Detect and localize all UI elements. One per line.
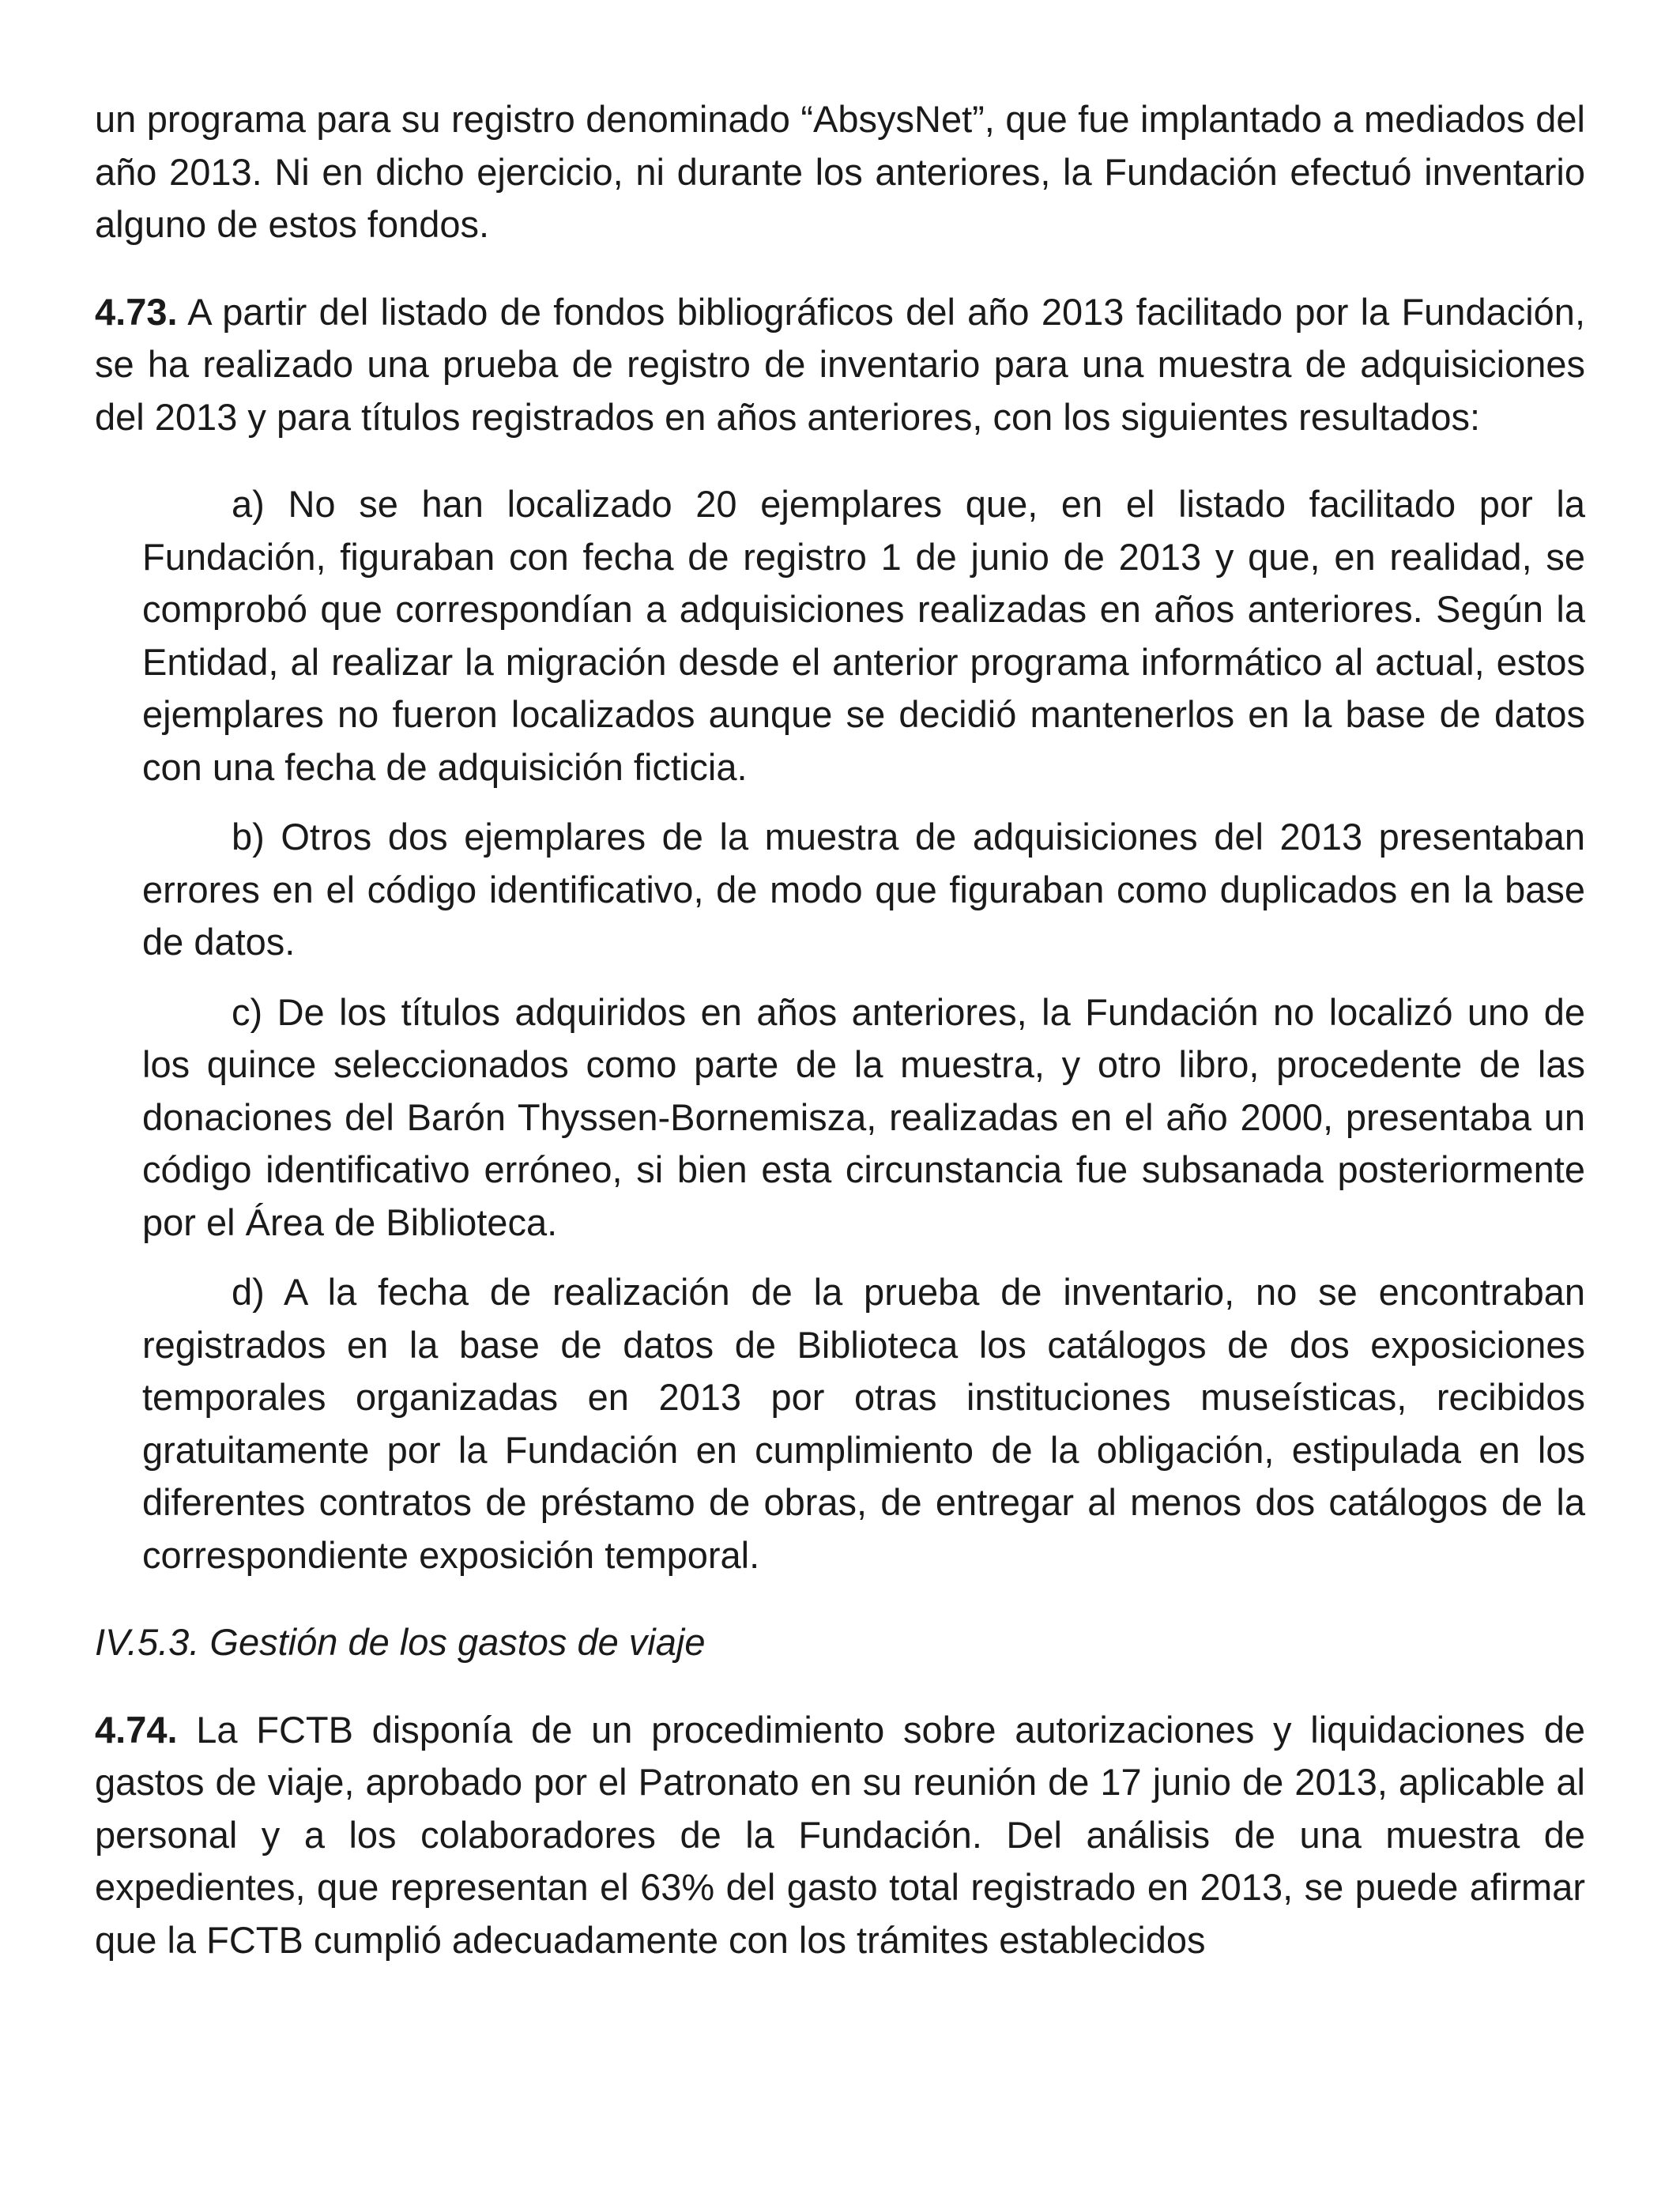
document-page xyxy=(95,93,1585,2001)
list-item-text: De los títulos adquiridos en años anteriores, la Fundación no localizó uno de los quince seleccionados como parte de la muestra, y otro libro, procedente de las donaciones del Barón Thyssen-Bornemisza, realizadas en el año 2000, presentaba un código identificativo erróneo, si bien esta circunstancia fue subsanada posteriormente por el Área de Biblioteca. xyxy=(142,990,1585,1243)
list-item-text: Otros dos ejemplares de la muestra de adquisiciones del 2013 presentaban errores en el código identificativo, de modo que figuraban como duplicados en la base de datos. xyxy=(142,816,1585,963)
list-marker: b) xyxy=(232,816,265,858)
results-list xyxy=(142,478,1585,1581)
paragraph-number: 4.73. xyxy=(95,290,178,333)
paragraph-4-73 xyxy=(95,286,1585,444)
paragraph-number: 4.74. xyxy=(95,1708,178,1751)
list-item-c xyxy=(142,986,1585,1250)
list-item-text: A la fecha de realización de la prueba de inventario, no se encontraban registrados en la base de datos de Biblioteca los catálogos de dos exposiciones temporales organizadas en 2013 por otras instituciones museísticas, recibidos gratuitamente por la Fundación en cumplimiento de la obligación, estipulada en los diferentes contratos de préstamo de obras, de entregar al menos dos catálogos de la correspondiente exposición temporal. xyxy=(142,1271,1585,1576)
paragraph-4-74 xyxy=(95,1704,1585,1967)
list-marker: c) xyxy=(232,990,263,1033)
list-item-b xyxy=(142,811,1585,969)
list-marker: a) xyxy=(232,483,265,525)
list-item-text: No se han localizado 20 ejemplares que, en el listado facilitado por la Fundación, figuraban con fecha de registro 1 de junio de 2013 y que, en realidad, se comprobó que correspondían a adquisiciones realizadas en años anteriores. Según la Entidad, al realizar la migración desde el anterior programa informático al actual, estos ejemplares no fueron localizados aunque se decidió mantenerlos en la base de datos con una fecha de adquisición ficticia. xyxy=(142,483,1585,788)
list-item-d xyxy=(142,1266,1585,1581)
paragraph-text: A partir del listado de fondos bibliográficos del año 2013 facilitado por la Fundación, se ha realizado una prueba de registro de inventario para una muestra de adquisiciones del 2013 y para títulos registrados en años anteriores, con los siguientes resultados: xyxy=(95,290,1585,438)
list-marker: d) xyxy=(232,1271,265,1313)
intro-paragraph: un programa para su registro denominado “AbsysNet”, que fue implantado a mediados del año 2013. Ni en dicho ejercicio, ni durante los anteriores, la Fundación efectuó inventario alguno de estos fondos. xyxy=(95,98,1585,245)
list-item-a xyxy=(142,478,1585,794)
section-heading: IV.5.3. Gestión de los gastos de viaje xyxy=(95,1621,706,1663)
paragraph-text: La FCTB disponía de un procedimiento sobre autorizaciones y liquidaciones de gastos de viaje, aprobado por el Patronato en su reunión de 17 junio de 2013, aplicable al personal y a los colaboradores de la Fundación. Del análisis de una muestra de expedientes, que representan el 63% del gasto total registrado en 2013, se puede afirmar que la FCTB cumplió adecuadamente con los trámites establecidos xyxy=(95,1708,1585,1961)
